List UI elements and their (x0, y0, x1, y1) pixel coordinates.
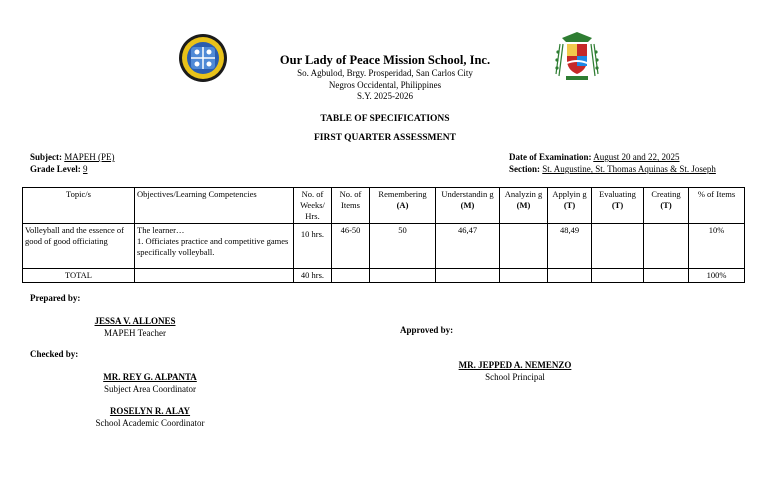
header-percent: % of Items (689, 188, 745, 224)
objective-item: 1. Officiates practice and competitive games specifically volleyball. (137, 236, 289, 257)
header-applying-code: (T) (563, 200, 576, 210)
header-topic: Topic/s (23, 188, 135, 224)
prepared-name: JESSA V. ALLONES (94, 316, 176, 326)
total-weeks: 40 hrs. (294, 269, 332, 283)
school-year: S.Y. 2025-2026 (356, 91, 414, 101)
objective-intro: The learner… (137, 225, 185, 235)
checked2-role: School Academic Coordinator (95, 418, 205, 428)
approved-by-label: Approved by: (400, 325, 454, 335)
header-analyzing-label: Analyzin g (504, 189, 543, 199)
checked-signature-1 (60, 371, 240, 395)
checked2-name: ROSELYN R. ALAY (109, 406, 191, 416)
cell-applying: 48,49 (548, 224, 592, 269)
cell-remembering: 50 (370, 224, 436, 269)
school-header (230, 52, 540, 103)
approved-role: School Principal (485, 372, 545, 382)
header-remembering-label: Remembering (378, 189, 427, 199)
header-applying (548, 188, 592, 224)
specifications-table (22, 187, 745, 283)
table-header-row (23, 188, 745, 224)
grade-label: Grade Level: (30, 164, 81, 174)
cell-evaluating (592, 224, 644, 269)
header-creating-code: (T) (660, 200, 672, 210)
document-title: TABLE OF SPECIFICATIONS (320, 114, 450, 124)
header-analyzing-code: (M) (516, 200, 531, 210)
header-analyzing (500, 188, 548, 224)
document-subtitle: FIRST QUARTER ASSESSMENT (313, 133, 457, 143)
header-creating-label: Creating (651, 189, 681, 199)
grade-value: 9 (83, 164, 88, 174)
header-understanding-code: (M) (460, 200, 475, 210)
subject-value: MAPEH (PE) (64, 152, 115, 162)
subject-info (30, 151, 115, 175)
cell-items: 46-50 (332, 224, 370, 269)
table-total-row (23, 269, 745, 283)
header-applying-label: Applyin g (552, 189, 587, 199)
header-items: No. of Items (332, 188, 370, 224)
diocese-coat-of-arms-logo (552, 30, 602, 82)
header-objectives: Objectives/Learning Competencies (135, 188, 294, 224)
section-value: St. Augustine, St. Thomas Aquinas & St. Joseph (542, 164, 716, 174)
prepared-role: MAPEH Teacher (104, 328, 166, 338)
cell-percent: 10% (689, 224, 745, 269)
total-percent: 100% (689, 269, 745, 283)
school-address-line2: Negros Occidental, Philippines (328, 79, 442, 90)
school-name: Our Lady of Peace Mission School, Inc. (279, 53, 491, 67)
prepared-signature (60, 315, 210, 339)
date-value: August 20 and 22, 2025 (593, 152, 680, 162)
cell-weeks: 10 hrs. (294, 224, 332, 269)
table-row (23, 224, 745, 269)
approved-name: MR. JEPPED A. NEMENZO (458, 360, 572, 370)
cell-objectives (135, 224, 294, 269)
prepared-by-label: Prepared by: (30, 293, 81, 303)
subject-label: Subject: (30, 152, 62, 162)
section-label: Section: (509, 164, 540, 174)
checked1-role: Subject Area Coordinator (104, 384, 196, 394)
header-understanding-label: Understandin g (441, 189, 494, 199)
cell-creating (644, 224, 689, 269)
school-seal-logo (178, 33, 228, 83)
approved-signature (430, 359, 600, 383)
header-remembering (370, 188, 436, 224)
cell-analyzing (500, 224, 548, 269)
total-label: TOTAL (23, 269, 135, 283)
header-creating (644, 188, 689, 224)
header-weeks: No. of Weeks/ Hrs. (294, 188, 332, 224)
checked-signature-2 (60, 405, 240, 429)
cell-understanding: 46,47 (436, 224, 500, 269)
header-evaluating-code: (T) (611, 200, 624, 210)
header-remembering-code: (A) (396, 200, 409, 210)
school-address-line1: So. Agbulod, Brgy. Prosperidad, San Carlos City (297, 68, 473, 78)
checked1-name: MR. REY G. ALPANTA (103, 372, 197, 382)
header-understanding (436, 188, 500, 224)
cell-topic: Volleyball and the essence of good of good officiating (23, 224, 135, 269)
checked-by-label: Checked by: (30, 349, 79, 359)
header-evaluating-label: Evaluating (599, 189, 636, 199)
date-label: Date of Examination: (509, 152, 592, 162)
header-evaluating (592, 188, 644, 224)
exam-info (509, 151, 716, 175)
